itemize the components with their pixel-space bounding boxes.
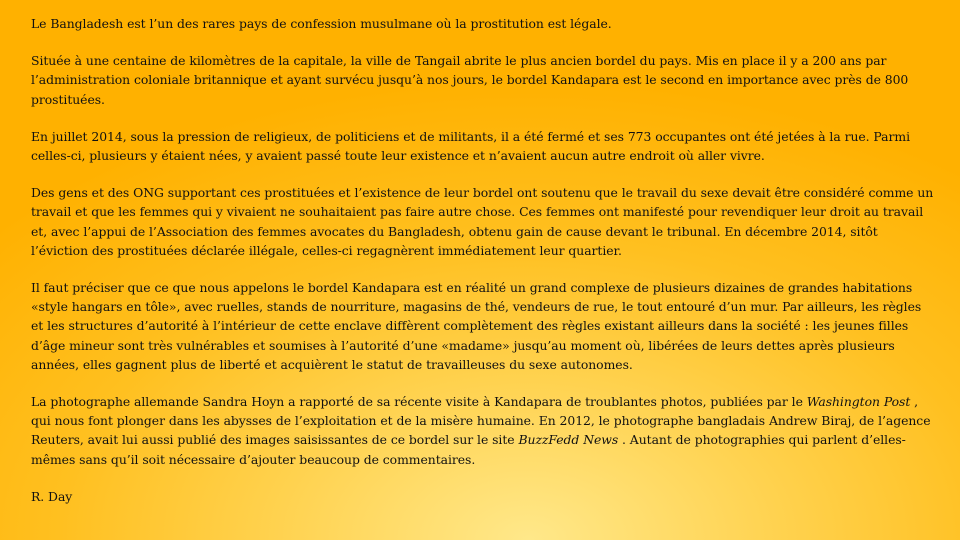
paragraph-photographers [31,392,936,469]
document-body [31,14,936,506]
paragraph-closure-2014: En juillet 2014, sous la pression de religieux, de politiciens et de militants, il a été fermé et ses 773 occupantes ont été jetées à la rue. Parmi celles-ci, plusieurs y étaient nées, y avaient passé toute leur existence et n’avaient aucun autre endroit où aller vivre. [31,128,910,164]
photo-text-part3: . Autant de photographies qui parlent d’elles-mêmes sans qu’il soit nécessaire d’ajouter beaucoup de commentaires. [31,432,906,467]
buzzfeed-news-title: BuzzFedd News [518,432,619,448]
author-signature: R. Day [31,488,73,504]
paragraph-ngo-support: Des gens et des ONG supportant ces prostituées et l’existence de leur bordel ont soutenu que le travail du sexe devait être considéré comme un travail et que les femmes qui y vivaient ne souhaitaient pas faire autre chose. Ces femmes ont manifesté pour revendiquer leur droit au travail et, avec l’appui de l’Association des femmes avocates du Bangladesh, obtenu gain de cause devant le tribunal. En décembre 2014, sitôt l’éviction des prostituées déclarée illégale, celles-ci regagnèrent immédiatement leur quartier. [31,185,934,258]
paragraph-tangail: Située à une centaine de kilomètres de la capitale, la ville de Tangail abrite le plus ancien bordel du pays. Mis en place il y a 200 ans par l’administration coloniale britannique et ayant survécu jusqu’à nos jours, le bordel Kandapara est le second en importance avec près de 800 prostituées. [31,53,909,107]
photo-text-part1: La photographe allemande Sandra Hoyn a rapporté de sa récente visite à Kandapara de troublantes photos, publiées par le [31,394,807,410]
paragraph-complex-description: Il faut préciser que ce que nous appelons le bordel Kandapara est en réalité un grand complexe de plusieurs dizaines de grandes habitations «style hangars en tôle», avec ruelles, stands de nourriture, magasins de thé, vendeurs de rue, le tout entouré d’un mur. Par ailleurs, les règles et les structures d’autorité à l’intérieur de cette enclave diffèrent complètement des règles existant ailleurs dans la société : les jeunes filles d’âge mineur sont très vulnérables et soumises à l’autorité d’une «madame» jusqu’au moment où, libérées de leurs dettes après plusieurs années, elles gagnent plus de liberté et acquièrent le statut de travailleuses du sexe autonomes. [31,280,922,372]
washington-post-title: Washington Post [806,394,911,410]
paragraph-intro: Le Bangladesh est l’un des rares pays de confession musulmane où la prostitution est légale. [31,16,612,31]
photo-text-part2: , qui nous font plonger dans les abysses de l’exploitation et de la misère humaine. En 2012, le photographe bangladais Andrew Biraj, de l’agence Reuters, avait lui aussi publié des images saisissantes de ce bordel sur le site [31,394,931,448]
